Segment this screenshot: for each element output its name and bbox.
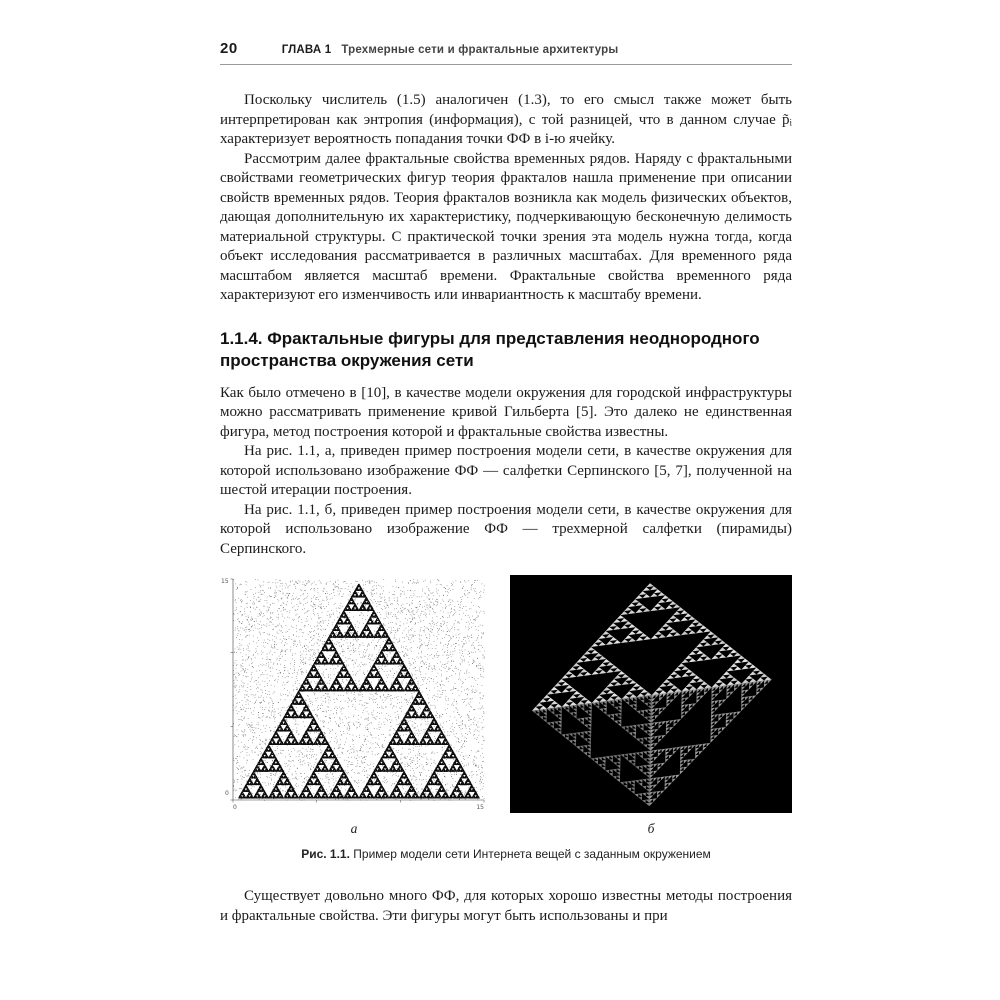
- sierpinski-pyramid-figure: [510, 575, 792, 813]
- y-axis-min-label: 0: [225, 790, 229, 798]
- figure-row: [220, 575, 792, 813]
- figure-a-label: а: [350, 821, 358, 837]
- paragraph: Поскольку числитель (1.5) аналогичен (1.3), то его смысл также может быть интерпретирован как энтропия (информация), с той разницей, что в данном случае p̃ᵢ характеризует вероятность попадания точки ФФ в i-ю ячейку.: [220, 92, 792, 147]
- y-axis-max-label: 15: [221, 578, 229, 586]
- x-axis-min-label: 0: [233, 804, 237, 812]
- figure-sublabels: [220, 821, 792, 837]
- figure-b-label: б: [647, 821, 655, 837]
- figure-caption-number: Рис. 1.1.: [301, 847, 350, 862]
- x-axis-max-label: 15: [476, 804, 484, 812]
- page-number: 20: [220, 40, 238, 57]
- figure-caption-text: Пример модели сети Интернета вещей с заданным окружением: [349, 847, 711, 862]
- sierpinski-triangle-figure: [220, 575, 488, 813]
- sierpinski-pyramid-canvas: [510, 575, 792, 813]
- paragraph: Как было отмечено в [10], в качестве модели окружения для городской инфраструктуры можно рассматривать применение кривой Гильберта [5]. Это далеко не единственная фигура, метод построения которой и фрактальные свойства известны.: [220, 384, 792, 440]
- paragraph: На рис. 1.1, б, приведен пример построения модели сети, в качестве окружения для которой использовано изображение ФФ — трехмерной салфетки (пирамиды) Серпинского.: [220, 501, 792, 557]
- paragraph: Рассмотрим далее фрактальные свойства временных рядов. Наряду с фрактальными свойствами геометрических фигур теория фракталов нашла применение при описании свойств временных рядов. Теория фракталов возникла как модель физических объектов, дающая дополнительную их характеристику, подчеркивающую бесконечную делимость материальной структуры. С практической точки зрения эта модель нужна тогда, когда объект исследования рассматривается в различных масштабах. Для временного ряда масштабом является масштаб времени. Фрактальные свойства временного ряда характеризуют его изменчивость или инвариантность к масштабу времени.: [220, 150, 792, 303]
- paragraph: Существует довольно много ФФ, для которых хорошо известны методы построения и фрактальные свойства. Эти фигуры могут быть использованы и при: [220, 888, 792, 924]
- chapter-label: ГЛАВА 1: [281, 44, 332, 56]
- paragraph: На рис. 1.1, а, приведен пример построения модели сети, в качестве окружения для которой использовано изображение ФФ — салфетки Серпинского [5, 7], полученной на шестой итерации построения.: [220, 443, 792, 499]
- running-head: [220, 40, 792, 65]
- chapter-title: Трехмерные сети и фрактальные архитектуры: [341, 44, 619, 56]
- page-content: [220, 40, 792, 926]
- sierpinski-triangle-canvas: [220, 575, 488, 813]
- figure-caption: [220, 847, 792, 861]
- section-heading: 1.1.4. Фрактальные фигуры для представления неоднородного пространства окружения сети: [220, 328, 760, 370]
